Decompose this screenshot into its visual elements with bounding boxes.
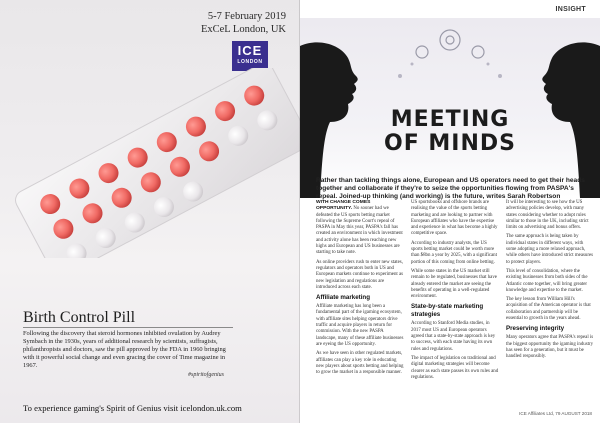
column-paragraph: US sportsbooks and offshore brands are realising the value of the sports betting marketing and are looking to partner with European affiliates who have the expertise and experience in what has become a highly competitive space. — [411, 200, 498, 237]
column-paragraph: According to Stanford Media studies, in 2017 most US and European operators agreed that a state-by-state approach is key to success, with each state having its own rules and regulations. — [411, 321, 496, 352]
event-info — [201, 10, 286, 36]
headline-line-2: OF MINDS — [384, 131, 516, 156]
article-page — [300, 0, 600, 423]
column-paragraph: The same approach is being taken by individual states in different ways, with some adopting a more relaxed approach, while others have introduced strict measures to protect players. — [506, 234, 594, 265]
column-paragraph: The impact of legislation on traditional and digital marketing strategies will become clearer as each state passes its own rules and regulations. — [411, 355, 499, 380]
logo-name: ICE — [237, 43, 263, 58]
page-footer: ICE Affiliates Ltd, 79 AUGUST 2018 — [519, 411, 592, 416]
column-paragraph: While some states in the US market still remain to be regulated, businesses that have already entered the market are seeing the benefits of operating in a well-regulated environment. — [411, 268, 497, 300]
column-text: No sooner had we defeated the US sports betting market following the Supreme Court's repeal of PASPA in May this year, PASPA's fall has created an environment in which investment and activity alone has been reaching new highs and European and US businesses are starting to take note. — [316, 206, 403, 256]
event-venue: ExCeL London, UK — [200, 24, 286, 36]
event-date: 5-7 February 2019 — [207, 11, 286, 22]
hero-illustration — [300, 18, 600, 198]
advert-body: Following the discovery that steroid hormones inhibited ovulation by Audrey Symbach in the 1930s, years of additional research by scientists, suffragists, philanthropists and doctors, saw the pill approved by the FDA in 1960 bringing with it powerful social change and even gracing the cover of Time magazine in 1967. — [23, 330, 226, 370]
column-paragraph: This level of consolidation, where the existing businesses from both sides of the Atlantic come together, will bring greater knowledge and expertise to the market. — [506, 268, 588, 293]
advert-hashtag: #spiritofgenius — [188, 372, 225, 378]
section-tag: INSIGHT — [555, 6, 586, 13]
headline-line-1: MEETING — [390, 107, 510, 132]
ice-london-logo — [232, 41, 268, 71]
subheading-preserving-integrity: Preserving integrity — [506, 325, 565, 333]
pill-blister-image — [0, 68, 300, 258]
column-paragraph: Many operators agree that PASPA's repeal is the biggest opportunity the igaming industry has seen for a generation, but it must be handled responsibly. — [506, 335, 594, 360]
article-standfirst: Rather than tackling things alone, European and US operators need to get their heads together and collaborate if they're to seize the opportunities flowing from PASPA's repeal. Joined-up thinking (and working) is the future, writes Sarah Robertson — [316, 177, 585, 201]
column-paragraph: It will be interesting to see how the US advertising policies develop, with many states considering whether to adopt rules similar to those in the UK, including strict limits on advertising and bonus offers. — [506, 200, 589, 231]
column-paragraph: As online providers rush to enter new states, regulators and operators both in US and European markets continue to experiment as new legislation and regulations are introduced across each state. — [316, 259, 404, 290]
article-headline — [300, 108, 600, 156]
advert-title-rule — [23, 327, 233, 328]
advert-title: Birth Control Pill — [23, 309, 136, 326]
column-paragraph — [316, 200, 404, 257]
subheading-state-strategies: State-by-state marketing strategies — [411, 303, 484, 319]
article-columns — [316, 200, 594, 410]
column-paragraph: The key lesson from William Hill's acquisition of the American operator is that collaboration and partnership will be essential to growth in the years ahead. — [506, 297, 591, 322]
article-column-3 — [506, 200, 594, 410]
subheading-affiliate-marketing: Affiliate marketing — [316, 294, 370, 302]
logo-tagline: LONDON — [237, 59, 263, 65]
lead-in: WITH CHANGE COMES OPPORTUNITY. — [316, 200, 371, 212]
column-paragraph: As we have seen in other regulated markets, affiliates can play a key role in educating new players about sports betting and helping to grow the market in a responsible manner. — [316, 351, 404, 376]
column-paragraph: According to industry analysts, the US sports betting market could be worth more than $8bn a year by 2025, with a significant portion of this coming from online betting. — [411, 240, 497, 265]
column-paragraph: Affiliate marketing has long been a fundamental part of the igaming ecosystem, with affiliate sites helping operators drive traffic and acquire players in return for commission. With the new PASPA landscape, many of these affiliate businesses are eyeing the US opportunity. — [316, 304, 404, 347]
article-column-2 — [411, 200, 499, 410]
article-column-1 — [316, 200, 404, 410]
advert-footer: To experience gaming's Spirit of Genius visit icelondon.uk.com — [23, 403, 242, 413]
